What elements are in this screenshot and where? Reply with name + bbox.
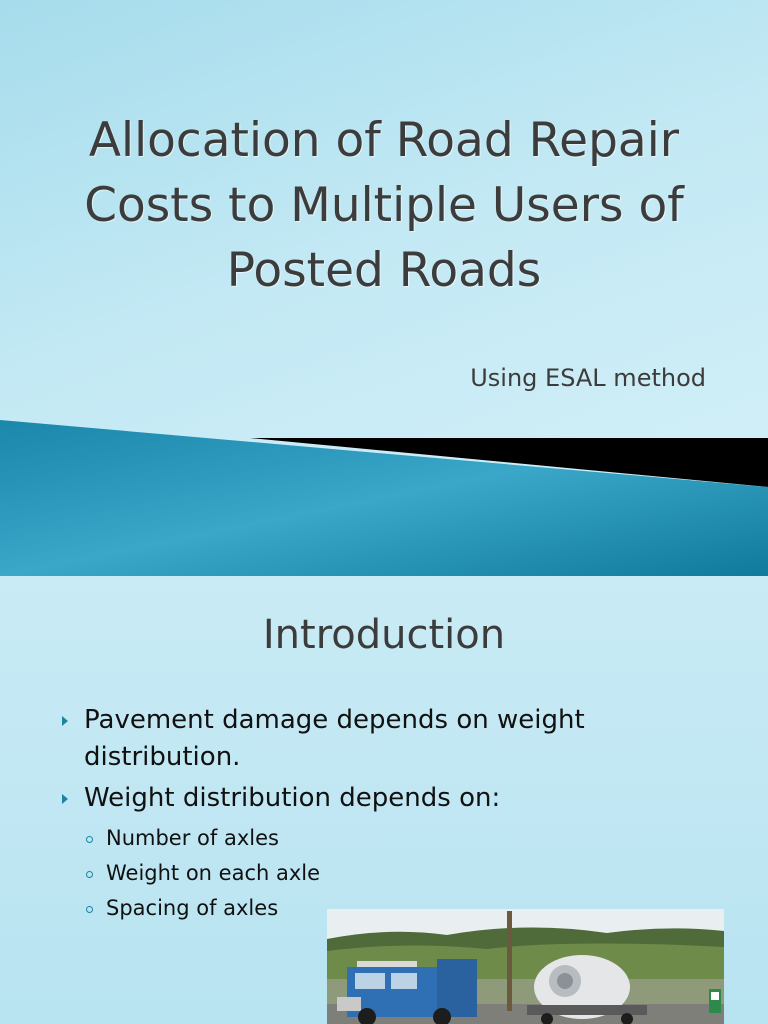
triangle-bullet-icon [62,794,68,804]
bullet-text-line: Pavement damage depends on weight [84,705,585,735]
title-line-2: Costs to Multiple Users of [84,178,684,233]
truck-hauling-load-photo-icon [327,909,724,1024]
circle-bullet-icon [86,871,93,878]
circle-bullet-icon [86,906,93,913]
bullet-item [62,702,752,776]
sub-bullet-text: Number of axles [106,826,279,850]
bullet-item [62,780,752,817]
bullet-text-line: distribution. [84,742,241,772]
sub-bullet-item [62,856,752,891]
bullet-text-line: Weight distribution depends on: [84,783,501,813]
slide-1-subtitle: Using ESAL method [470,364,706,392]
sub-bullet-text: Spacing of axles [106,896,279,920]
sub-bullet-text: Weight on each axle [106,861,321,885]
triangle-bullet-icon [62,716,68,726]
circle-bullet-icon [86,836,93,843]
title-line-3: Posted Roads [226,243,542,298]
sub-bullet-item [62,821,752,856]
slide-2-title: Introduction [262,612,506,658]
bullet-list [62,702,752,926]
slide-2 [0,576,768,1024]
title-line-1: Allocation of Road Repair [88,113,680,168]
truck-photo [327,909,724,1024]
